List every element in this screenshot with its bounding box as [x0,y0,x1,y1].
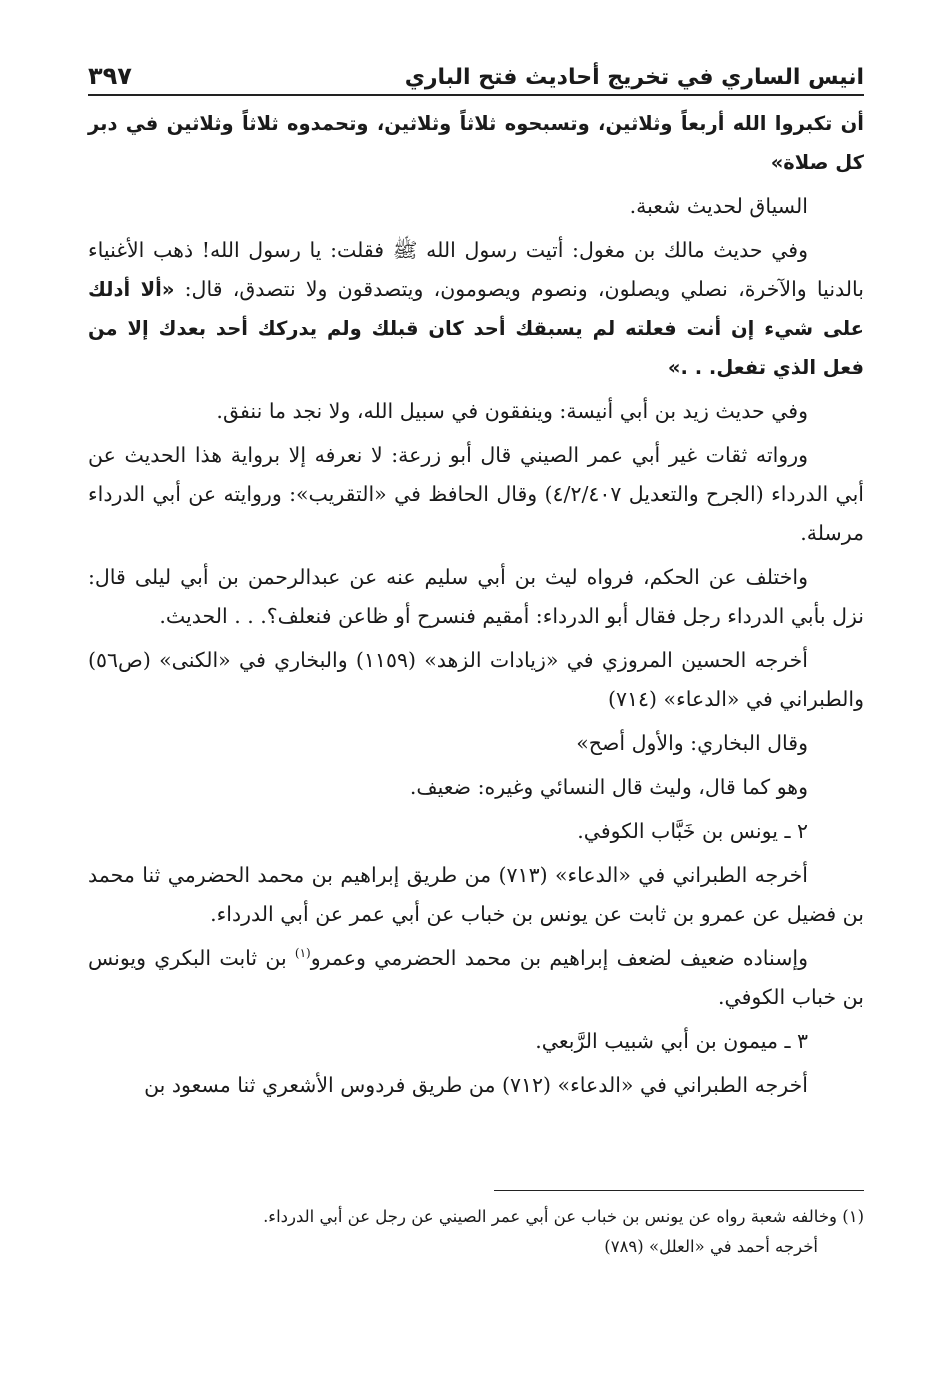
paragraph [88,231,864,387]
paragraph: أخرجه الطبراني في «الدعاء» (٧١٢) من طريق فردوس الأشعري ثنا مسعود بن [144,1073,808,1097]
running-title: انيس الساري في تخريج أحاديث فتح الباري [404,65,864,90]
paragraph: ورواته ثقات غير أبي عمر الصيني قال أبو زرعة: لا نعرفه إلا برواية هذا الحديث عن أبي الدرداء (الجرح والتعديل ٤/٢/٤٠٧) وقال الحافظ في «التقريب»: وروايته عن أبي الدرداء مرسلة. [88,443,864,545]
paragraph: وفي حديث زيد بن أبي أنيسة: وينفقون في سبيل الله، ولا نجد ما ننفق. [216,399,808,423]
paragraph: أخرجه الطبراني في «الدعاء» (٧١٣) من طريق إبراهيم بن محمد الحضرمي ثنا محمد بن فضيل عن عمرو بن ثابت عن يونس بن خباب عن أبي عمر عن أبي الدرداء. [88,863,864,926]
footnote-continuation: أخرجه أحمد في «العلل» (٧٨٩) [604,1237,818,1256]
paragraph [88,939,864,1017]
section-heading: ٣ ـ ميمون بن أبي شبيب الرَّبعي. [535,1029,808,1053]
paragraph: السياق لحديث شعبة. [629,194,808,218]
paragraph: أخرجه الحسين المروزي في «زيادات الزهد» (١١٥٩) والبخاري في «الكنى» (ص٥٦) والطبراني في «الدعاء» (٧١٤) [88,648,864,711]
hadith-text: أن تكبروا الله أربعاً وثلاثين، وتسبحوه ثلاثاً وثلاثين، وتحمدوه ثلاثاً وثلاثين في دبر كل صلاة» [88,112,864,174]
page-number: ٣٩٧ [88,62,132,90]
footnote-divider [494,1190,864,1191]
footnote-marker[interactable]: (١) [294,946,311,961]
main-text [88,104,864,1105]
paragraph: واختلف عن الحكم، فرواه ليث بن أبي سليم عنه عن عبدالرحمن بن أبي ليلى قال: نزل بأبي الدرداء رجل فقال أبو الدرداء: أمقيم فنسرح أو ظاعن فنعلف؟. . . الحديث. [88,565,864,628]
hadith-text: «ألا أدلك على شيء إن أنت فعلته لم يسبقك أحد كان قبلك ولم يدركك أحد بعدك إلا من فعل الذي تفعل. . .» [88,278,864,379]
page-header [88,50,864,96]
paragraph-text: بن ثابت البكري ويونس بن خباب الكوفي. [88,946,864,1009]
paragraph [88,104,864,182]
paragraph-text: وإسناده ضعيف لضعف إبراهيم بن محمد الحضرمي وعمرو [310,946,808,970]
footnotes [88,1202,864,1262]
paragraph: وقال البخاري: والأول أصح» [576,731,808,755]
section-heading: ٢ ـ يونس بن خَبَّاب الكوفي. [577,819,808,843]
paragraph-text: وفي حديث مالك بن مغول: أتيت رسول الله ﷺ فقلت: يا رسول الله! ذهب الأغنياء بالدنيا والآخرة، نصلي ويصلون، ونصوم ويصومون، ويتصدقون ولا نتصدق، قال: [88,238,865,301]
footnote: (١) وخالفه شعبة رواه عن يونس بن خباب عن أبي عمر الصيني عن رجل عن أبي الدرداء. [263,1207,864,1226]
paragraph: وهو كما قال، وليث قال النسائي وغيره: ضعيف. [409,775,808,799]
book-page [88,50,864,1324]
